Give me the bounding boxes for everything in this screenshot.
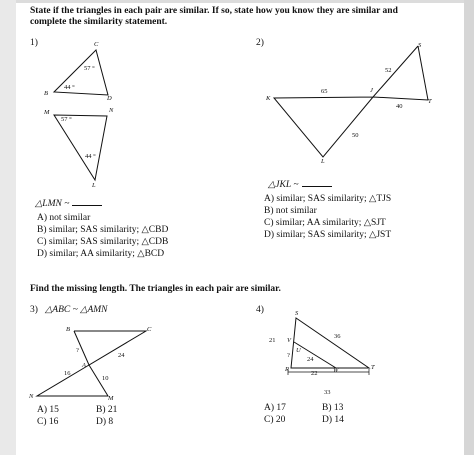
problem-1-choice-a: A) not similar — [37, 213, 91, 223]
vertex-b3-label: B — [66, 326, 70, 333]
instructions-line-2: complete the similarity statement. — [30, 17, 168, 27]
section-2-title: Find the missing length. The triangles in each pair are similar. — [30, 284, 281, 294]
vertex-u4-label: U — [296, 347, 301, 354]
problem-2-statement-text: △JKL ~ — [268, 180, 299, 190]
side-rt-value: 33 — [324, 389, 331, 396]
vertex-t4-label: T — [371, 364, 375, 371]
vertex-n3-label: N — [29, 393, 34, 400]
vertex-t-label: T — [428, 98, 432, 105]
problem-3-choice-d: D) 8 — [96, 417, 114, 427]
side-vr-value: ? — [287, 352, 290, 359]
vertex-c-label: C — [94, 41, 99, 48]
problem-3-choice-b: B) 21 — [96, 405, 118, 415]
problem-4-choice-c: C) 20 — [264, 415, 286, 425]
problem-4-choice-b: B) 13 — [322, 403, 344, 413]
problem-2-choice-b: B) not similar — [264, 206, 317, 216]
problem-3-choice-c: C) 16 — [37, 417, 59, 427]
vertex-s4-label: S — [295, 310, 299, 317]
angle-b-value: 44 ° — [64, 84, 75, 91]
vertex-m3-label: M — [108, 395, 114, 402]
vertex-d-label: D — [107, 95, 112, 102]
vertex-a3-label: A — [82, 362, 86, 369]
angle-c-value: 57 ° — [84, 65, 95, 72]
vertex-m-label: M — [44, 109, 50, 116]
problem-4-choice-a: A) 17 — [264, 403, 286, 413]
vertex-j-label: J — [370, 87, 373, 94]
side-kj-value: 65 — [321, 88, 328, 95]
side-ac-value: 24 — [118, 352, 125, 359]
angle-m-value: 57 ° — [61, 116, 72, 123]
problem-1-choice-c: C) similar; SAS similarity; △CDB — [37, 237, 169, 247]
problem-2-choice-a: A) similar; SAS similarity; △TJS — [264, 194, 392, 204]
problem-4-number: 4) — [256, 305, 264, 315]
problem-1-statement-text: △LMN ~ — [35, 199, 70, 209]
triangle-srt — [291, 318, 369, 368]
segment-vw — [294, 342, 336, 368]
angle-l-value: 44 ° — [85, 153, 96, 160]
side-jl-value: 50 — [352, 132, 359, 139]
problem-4-choice-d: D) 14 — [322, 415, 344, 425]
problem-3-choice-a: A) 15 — [37, 405, 59, 415]
vertex-l2-label: L — [321, 158, 325, 165]
side-jt-value: 40 — [396, 103, 403, 110]
problem-2-choice-d: D) similar; SAS similarity; △JST — [264, 230, 392, 240]
vertex-n-label: N — [109, 107, 114, 114]
vertex-v4-label: V — [287, 337, 291, 344]
side-rw-value: 22 — [311, 370, 318, 377]
problem-1-choice-d: D) similar; AA similarity; △BCD — [37, 249, 165, 259]
vertex-w4-label: W — [333, 367, 339, 374]
vertex-l-label: L — [92, 182, 96, 189]
vertex-r4-label: R — [285, 366, 289, 373]
vertex-c3-label: C — [147, 326, 152, 333]
side-na-value: 16 — [64, 370, 71, 377]
problem-2-choice-c: C) similar; AA similarity; △SJT — [264, 218, 386, 228]
problem-1-choice-b: B) similar; SAS similarity; △CBD — [37, 225, 169, 235]
problem-3-number: 3) — [30, 305, 38, 315]
problem-2-number: 2) — [256, 38, 264, 48]
side-sv-value: 21 — [269, 337, 276, 344]
vertex-k-label: K — [266, 95, 271, 102]
instructions-line-1: State if the triangles in each pair are similar. If so, state how you know they are similar and — [30, 6, 398, 16]
side-sj-value: 52 — [385, 67, 392, 74]
vertex-s-label: S — [418, 42, 422, 49]
problem-1-number: 1) — [30, 38, 38, 48]
side-vw-value: 24 — [307, 356, 314, 363]
problem-3-statement: △ABC ~ △AMN — [45, 305, 108, 315]
side-st-value: 36 — [334, 333, 341, 340]
vertex-b-label: B — [44, 90, 48, 97]
side-ba-value: ? — [76, 347, 79, 354]
side-am-value: 10 — [102, 375, 109, 382]
